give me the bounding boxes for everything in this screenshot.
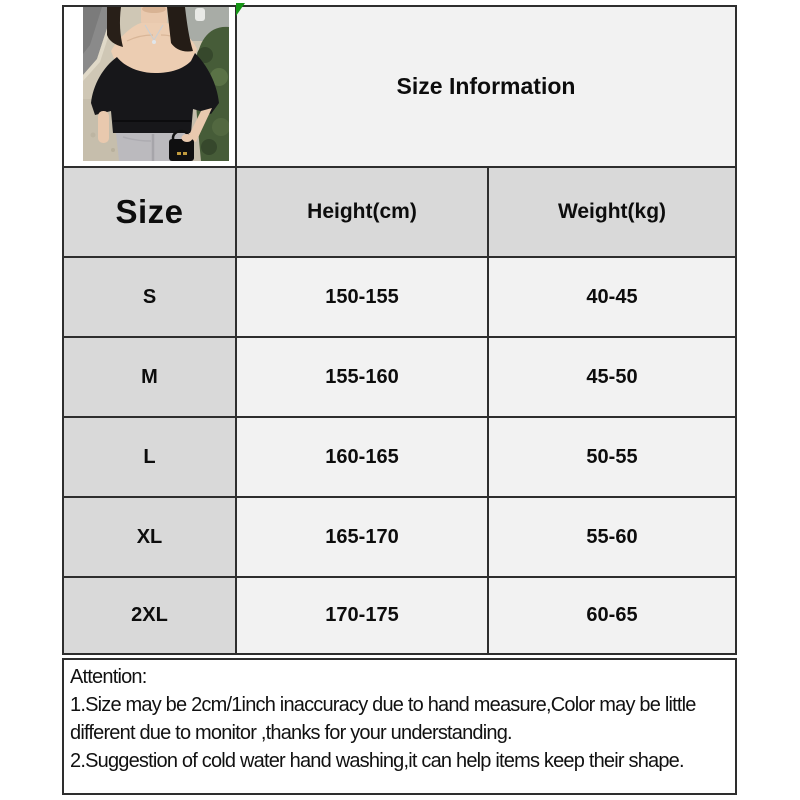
size-cell-xl: XL xyxy=(64,498,235,576)
product-photo xyxy=(83,7,229,161)
attention-note xyxy=(62,658,737,795)
size-cell-2xl: 2XL xyxy=(64,578,235,653)
size-cell-m: M xyxy=(64,338,235,416)
column-header-size: Size xyxy=(64,168,235,256)
attention-line-1: 1.Size may be 2cm/1inch inaccuracy due to hand measure,Color may be little xyxy=(70,694,696,716)
column-header-height: Height(cm) xyxy=(237,168,487,256)
height-cell-2xl: 170-175 xyxy=(237,578,487,653)
weight-cell-s: 40-45 xyxy=(489,258,735,336)
attention-title: Attention: xyxy=(70,666,147,688)
corner-marker-icon xyxy=(236,3,245,16)
weight-cell-l: 50-55 xyxy=(489,418,735,496)
model-photo-illustration xyxy=(83,7,229,161)
size-cell-s: S xyxy=(64,258,235,336)
height-cell-m: 155-160 xyxy=(237,338,487,416)
weight-cell-2xl: 60-65 xyxy=(489,578,735,653)
height-cell-s: 150-155 xyxy=(237,258,487,336)
title-cell xyxy=(237,7,735,166)
weight-cell-xl: 55-60 xyxy=(489,498,735,576)
column-header-weight: Weight(kg) xyxy=(489,168,735,256)
product-photo-cell xyxy=(64,7,235,166)
height-cell-xl: 165-170 xyxy=(237,498,487,576)
weight-cell-m: 45-50 xyxy=(489,338,735,416)
attention-line-3: 2.Suggestion of cold water hand washing,it can help items keep their shape. xyxy=(70,750,684,772)
page-title: Size Information xyxy=(396,73,576,99)
height-cell-l: 160-165 xyxy=(237,418,487,496)
size-table xyxy=(62,5,737,655)
size-cell-l: L xyxy=(64,418,235,496)
attention-line-2: different due to monitor ,thanks for your understanding. xyxy=(70,722,512,744)
